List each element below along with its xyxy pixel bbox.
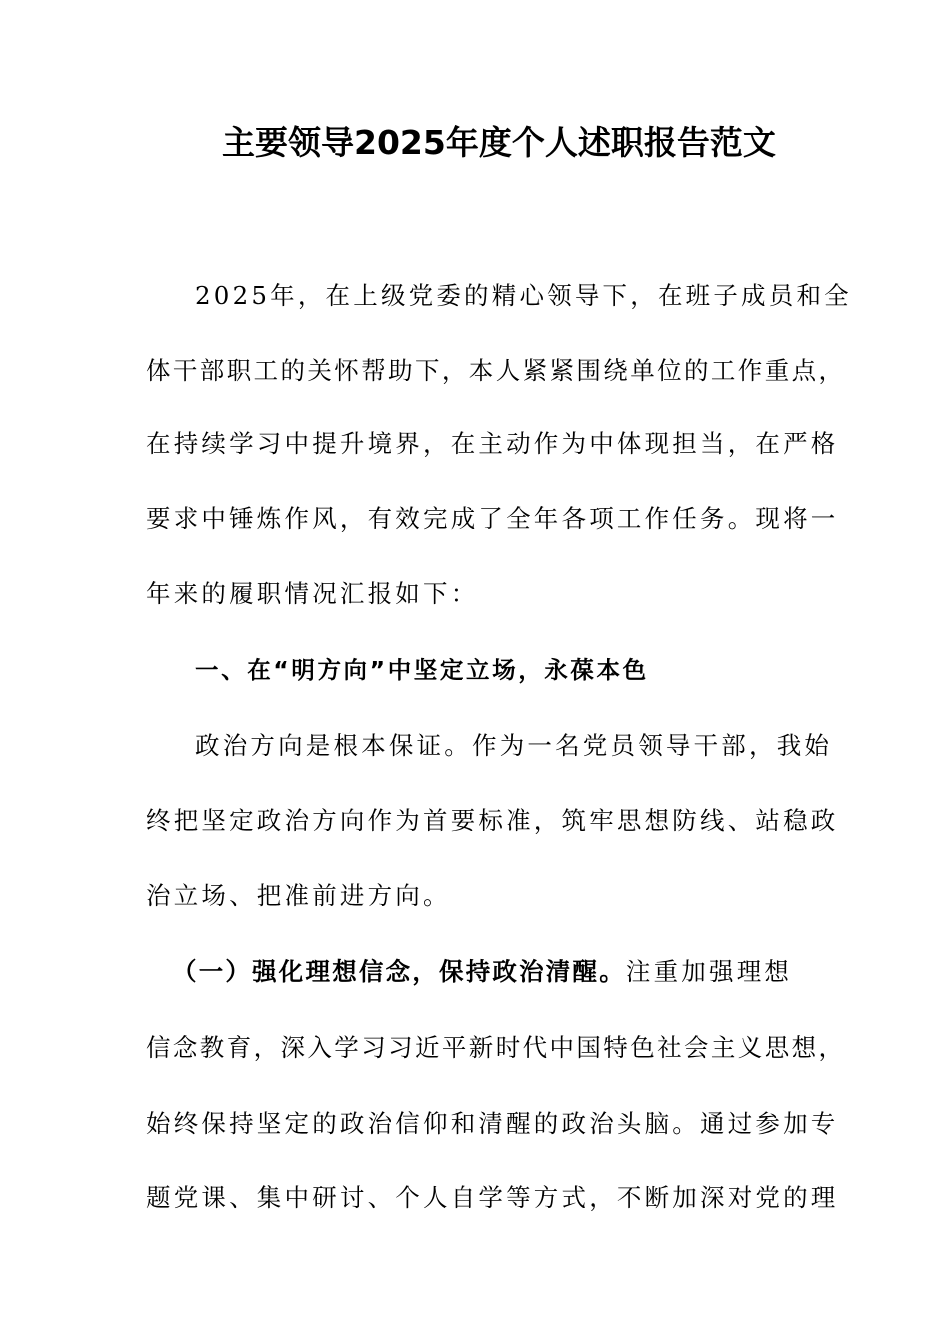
paragraph-line: 要求中锤炼作风，有效完成了全年各项工作任务。现将一	[146, 504, 839, 533]
paragraph-line: 年来的履职情况汇报如下：	[146, 579, 479, 608]
subsection-lead: （一）强化理想信念，保持政治清醒。	[172, 957, 626, 986]
subsection-lead-rest: 注重加强理想	[625, 957, 793, 986]
paragraph-line: 终把坚定政治方向作为首要标准，筑牢思想防线、站稳政	[146, 806, 839, 835]
paragraph-line: 信念教育，深入学习习近平新时代中国特色社会主义思想，	[146, 1033, 846, 1062]
document-title: 主要领导2025年度个人述职报告范文	[222, 123, 776, 162]
paragraph-line: 在持续学习中提升境界，在主动作为中体现担当，在严格	[146, 429, 839, 458]
paragraph-line: 体干部职工的关怀帮助下，本人紧紧围绕单位的工作重点，	[146, 356, 846, 385]
paragraph-line: 治立场、把准前进方向。	[146, 881, 451, 910]
paragraph-line: 2025年，在上级党委的精心领导下，在班子成员和全	[195, 281, 852, 310]
paragraph-line: 始终保持坚定的政治信仰和清醒的政治头脑。通过参加专	[146, 1109, 839, 1138]
section-heading: 一、在“明方向”中坚定立场，永葆本色	[195, 656, 649, 684]
paragraph-line: 政治方向是根本保证。作为一名党员领导干部，我始	[195, 731, 833, 760]
paragraph-line: 题党课、集中研讨、个人自学等方式，不断加深对党的理	[146, 1183, 839, 1212]
subsection-first-line	[172, 952, 832, 992]
